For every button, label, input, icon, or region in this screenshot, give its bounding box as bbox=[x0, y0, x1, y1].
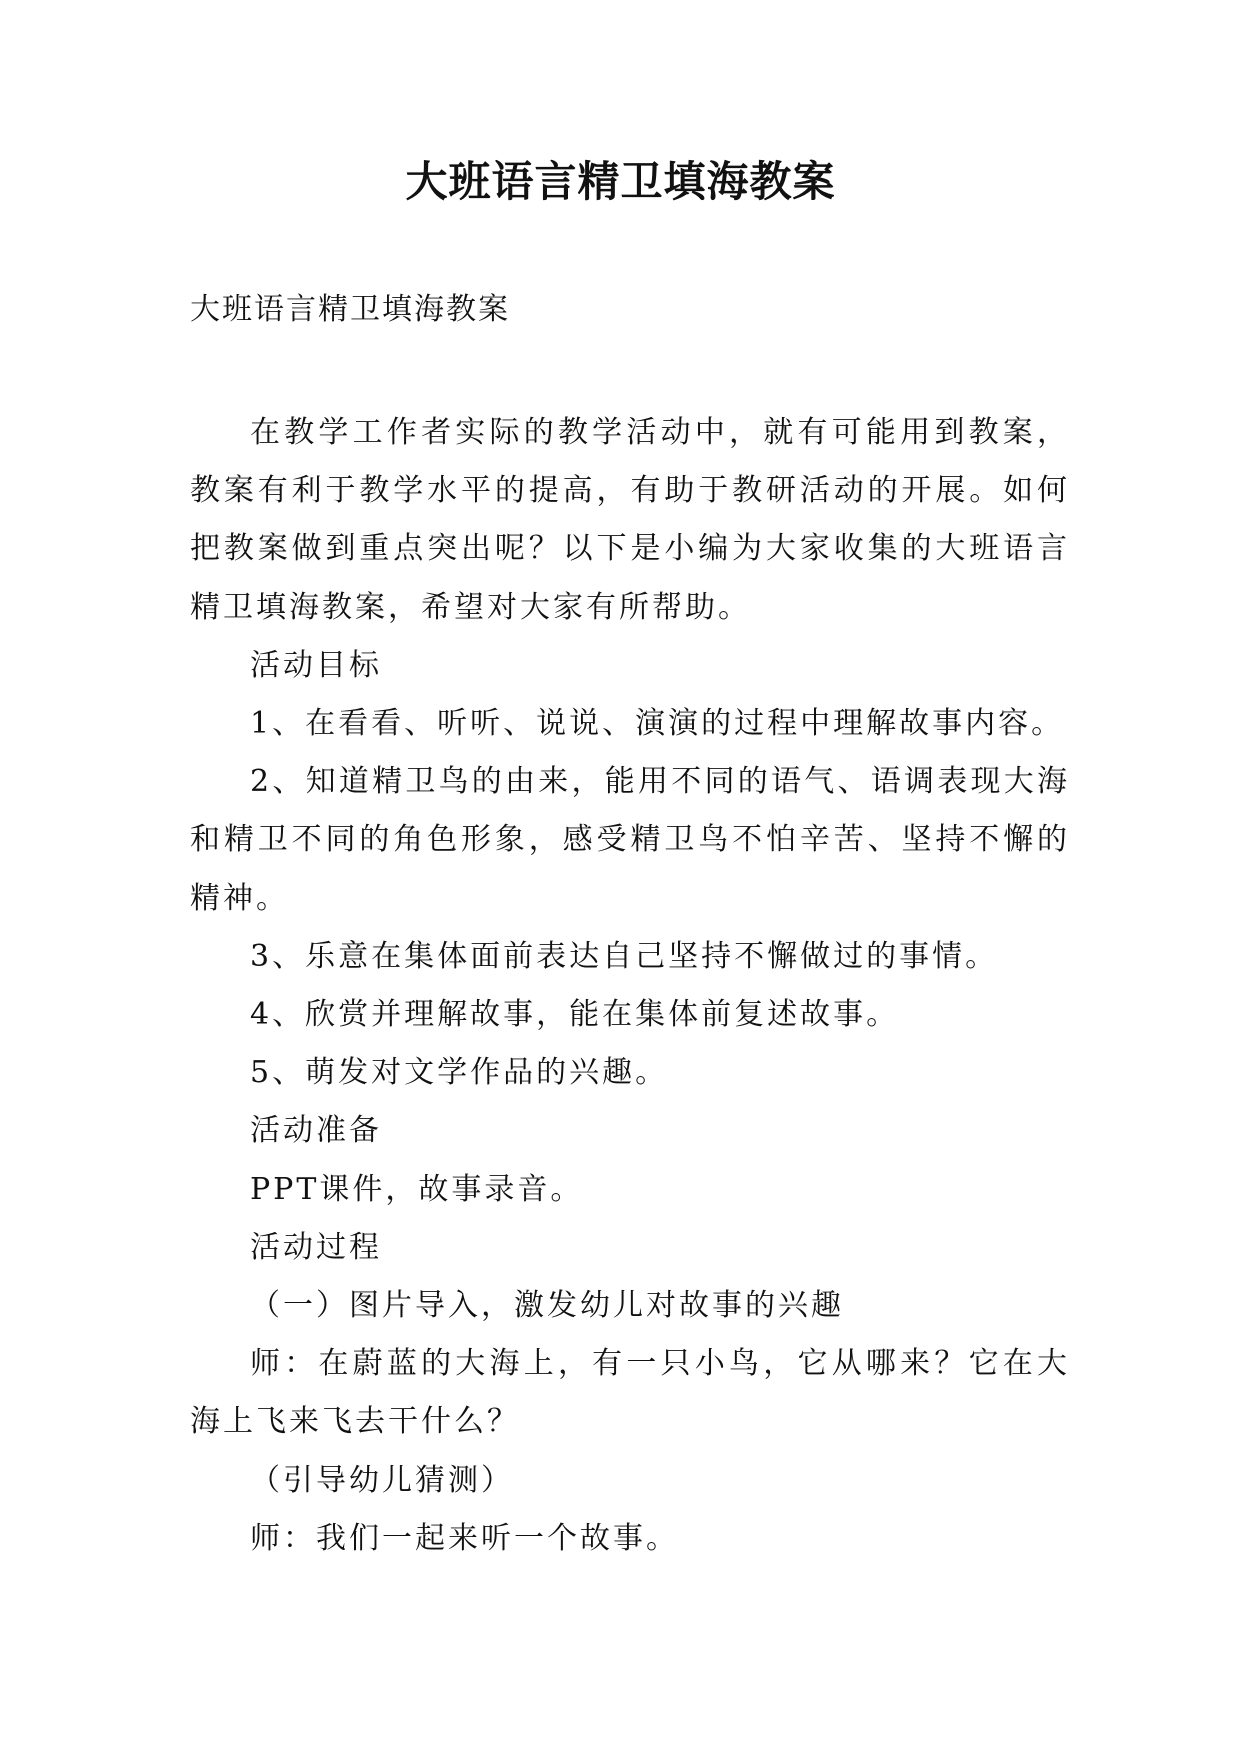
guidance-note: （引导幼儿猜测） bbox=[250, 1462, 514, 1498]
intro-paragraph: 在教学工作者实际的教学活动中，就有可能用到教案，教案有利于教学水平的提高，有助于教研活动的开展。如何把教案做到重点突出呢？以下是小编为大家收集的大班语言精卫填海教案，希望对大家有所帮助。 bbox=[190, 415, 1070, 625]
section-heading-preparation: 活动准备 bbox=[250, 1113, 382, 1149]
preparation-text: PPT课件，故事录音。 bbox=[250, 1171, 584, 1207]
document-body bbox=[190, 404, 1070, 1568]
document-subtitle: 大班语言精卫填海教案 bbox=[190, 292, 510, 327]
goal-item-3: 3、乐意在集体面前表达自己坚持不懈做过的事情。 bbox=[250, 938, 999, 974]
section-heading-goals: 活动目标 bbox=[250, 647, 382, 683]
goal-item-5: 5、萌发对文学作品的兴趣。 bbox=[250, 1055, 669, 1091]
teacher-line-1: 师：在蔚蓝的大海上，有一只小鸟，它从哪来？它在大海上飞来飞去干什么？ bbox=[190, 1346, 1070, 1440]
process-step-1-heading: （一）图片导入，激发幼儿对故事的兴趣 bbox=[250, 1288, 844, 1324]
goal-item-1: 1、在看看、听听、说说、演演的过程中理解故事内容。 bbox=[250, 706, 1065, 742]
goal-item-4: 4、欣赏并理解故事，能在集体前复述故事。 bbox=[250, 997, 900, 1033]
teacher-line-2: 师：我们一起来听一个故事。 bbox=[250, 1520, 679, 1556]
goal-item-2: 2、知道精卫鸟的由来，能用不同的语气、语调表现大海和精卫不同的角色形象，感受精卫鸟不怕辛苦、坚持不懈的精神。 bbox=[190, 764, 1070, 916]
document-title: 大班语言精卫填海教案 bbox=[405, 157, 836, 206]
section-heading-process: 活动过程 bbox=[250, 1229, 382, 1265]
